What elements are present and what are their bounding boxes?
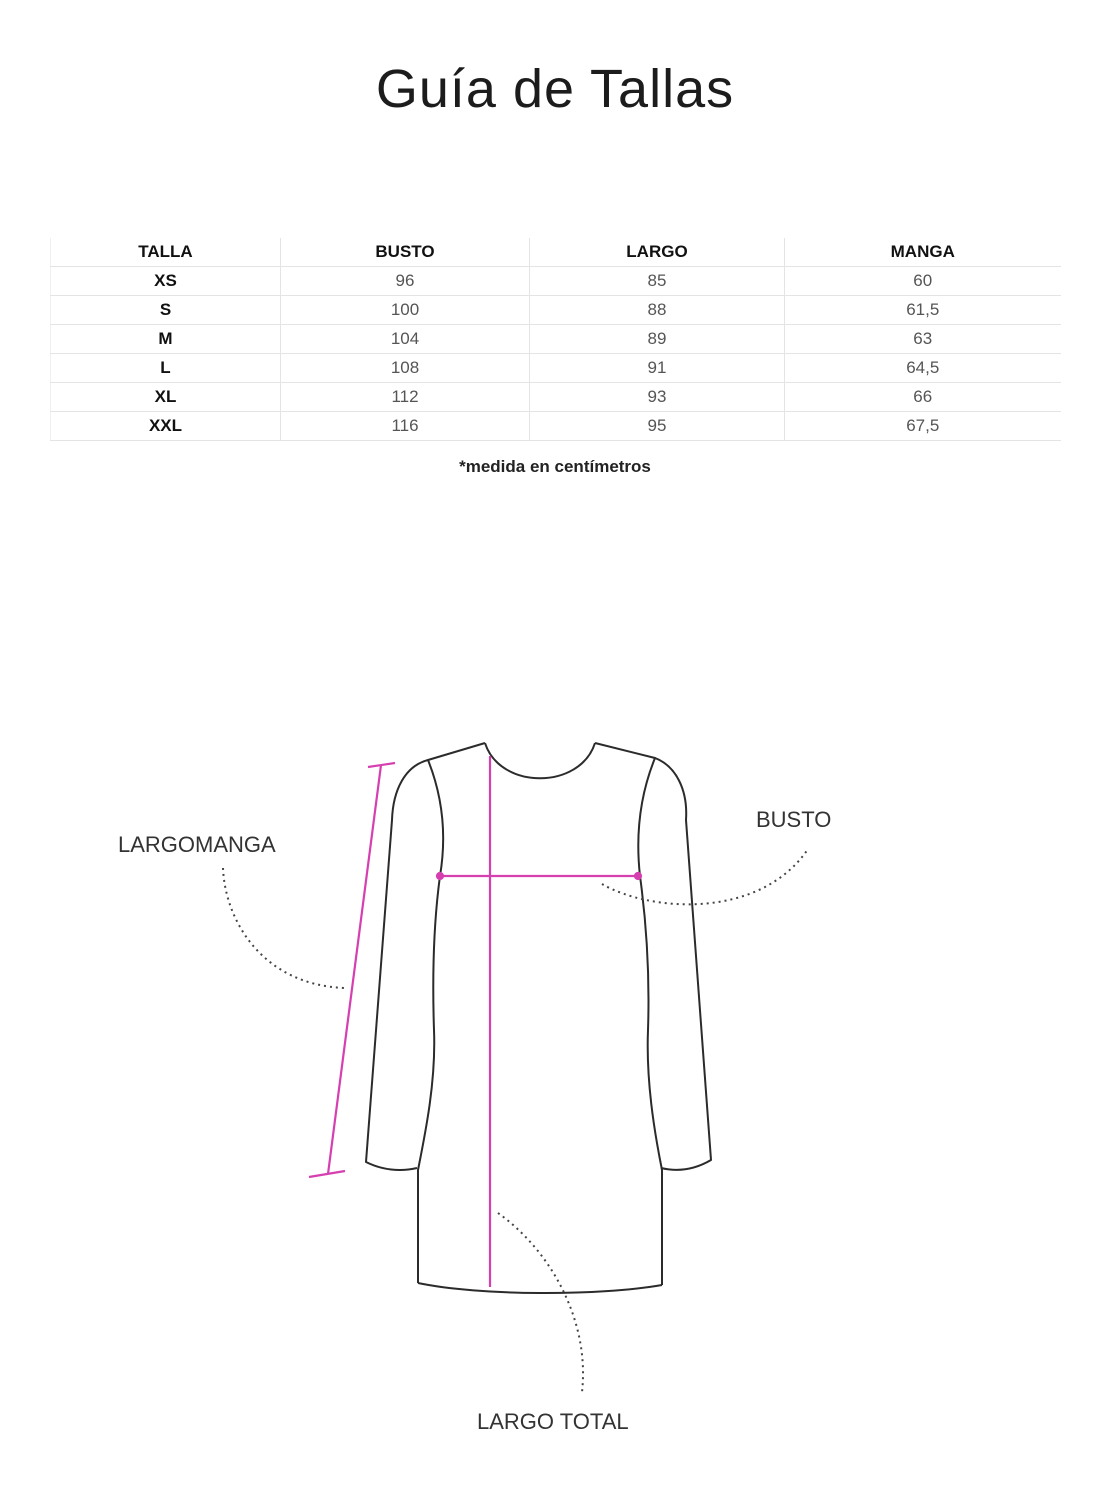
dress-hem: [418, 1283, 662, 1293]
size-cell: XL: [51, 383, 281, 412]
length-guide-curve: [498, 1213, 583, 1392]
header-talla: TALLA: [51, 238, 281, 267]
sleeve-cell: 61,5: [785, 296, 1061, 325]
sleeve-cell: 67,5: [785, 412, 1061, 441]
measurement-note: *medida en centímetros: [459, 457, 651, 476]
length-cell: 91: [530, 354, 785, 383]
bust-label: BUSTO: [756, 807, 832, 832]
size-cell: S: [51, 296, 281, 325]
table-row: [51, 296, 1061, 325]
dress-neckline: [485, 743, 595, 778]
sleeve-cell: 63: [785, 325, 1061, 354]
size-table: [50, 238, 1061, 441]
bust-cell: 108: [281, 354, 530, 383]
table-row: [51, 267, 1061, 296]
bust-cell: 116: [281, 412, 530, 441]
bust-cell: 104: [281, 325, 530, 354]
bust-measure-dot-left: [437, 873, 443, 879]
sleeve-measure-line: [328, 765, 381, 1174]
sleeve-left: [366, 760, 428, 1170]
dress-body-right: [595, 743, 662, 1285]
sleeve-cell: 60: [785, 267, 1061, 296]
length-cell: 88: [530, 296, 785, 325]
size-cell: L: [51, 354, 281, 383]
dress-outline: [366, 743, 711, 1293]
garment-diagram: [0, 700, 1110, 1460]
sleeve-cell: 64,5: [785, 354, 1061, 383]
sleeve-cell: 66: [785, 383, 1061, 412]
size-cell: M: [51, 325, 281, 354]
sleeve-measure-cap-bottom: [309, 1171, 345, 1177]
measure-lines: [309, 756, 641, 1287]
length-cell: 93: [530, 383, 785, 412]
page-title: Guía de Tallas: [375, 59, 735, 119]
table-header-row: [51, 238, 1061, 267]
table-row: [51, 325, 1061, 354]
size-cell: XXL: [51, 412, 281, 441]
bust-cell: 112: [281, 383, 530, 412]
bust-measure-dot-right: [635, 873, 641, 879]
length-cell: 85: [530, 267, 785, 296]
total-length-label: LARGO TOTAL: [477, 1409, 629, 1434]
size-cell: XS: [51, 267, 281, 296]
header-largo: LARGO: [530, 238, 785, 267]
table-row: [51, 354, 1061, 383]
sleeve-guide-curve: [223, 868, 345, 988]
sleeve-right: [655, 758, 711, 1170]
length-cell: 89: [530, 325, 785, 354]
length-cell: 95: [530, 412, 785, 441]
bust-cell: 100: [281, 296, 530, 325]
header-manga: MANGA: [785, 238, 1061, 267]
bust-cell: 96: [281, 267, 530, 296]
sleeve-length-label: LARGOMANGA: [118, 832, 276, 857]
guide-curves: [223, 849, 808, 1392]
header-busto: BUSTO: [281, 238, 530, 267]
table-row: [51, 383, 1061, 412]
table-row: [51, 412, 1061, 441]
dress-body-left: [418, 743, 485, 1283]
